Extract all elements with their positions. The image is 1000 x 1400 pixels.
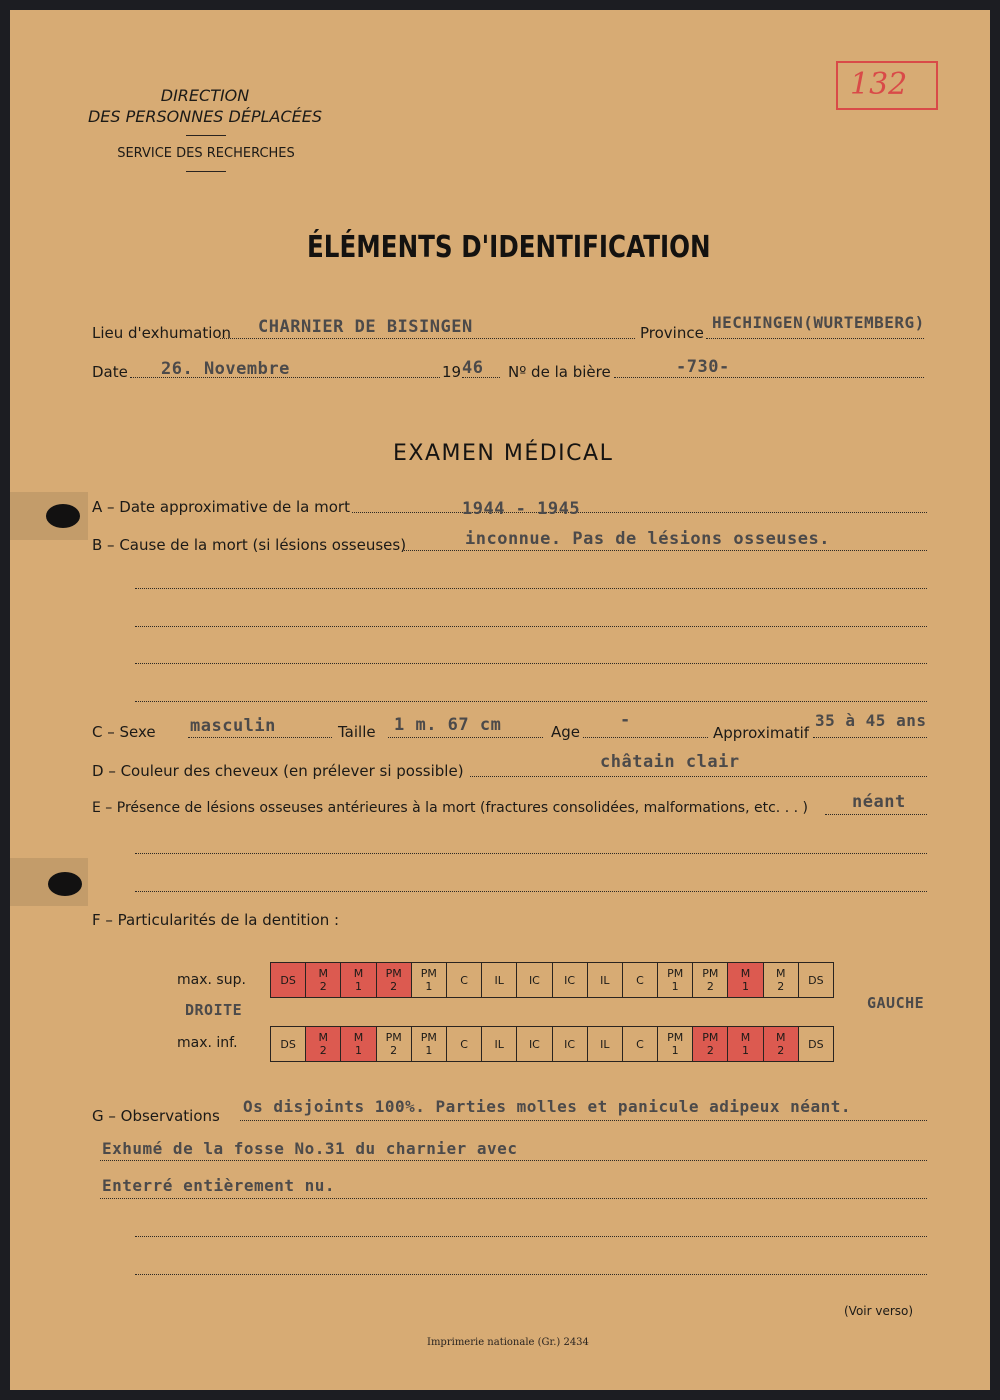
- tooth-number: 1: [742, 980, 750, 993]
- tooth-code: C: [636, 973, 644, 987]
- tooth-code: M: [740, 967, 751, 980]
- blank-dotted-line: [135, 1236, 927, 1237]
- tooth-cell: [306, 963, 341, 998]
- stamp-number: 132: [850, 67, 908, 102]
- tooth-number: 1: [425, 1044, 433, 1057]
- tooth-number: 1: [742, 1044, 750, 1057]
- tooth-code: M: [318, 1031, 329, 1044]
- tooth-number: 1: [425, 980, 433, 993]
- field-a-value: 1944 - 1945: [462, 499, 581, 519]
- tooth-cell: [271, 1027, 306, 1062]
- header-rule-1: [186, 135, 226, 136]
- blank-dotted-line: [135, 663, 927, 664]
- tooth-number: 2: [706, 1044, 714, 1057]
- approx-dotted-line: [813, 737, 927, 738]
- approx-value: 35 à 45 ans: [815, 711, 927, 730]
- field-e-label: E – Présence de lésions osseuses antérieures à la mort (fractures consolidées, malformations, etc. . . ): [92, 800, 808, 816]
- tooth-code: DS: [808, 1037, 824, 1051]
- tooth-code: C: [460, 1037, 468, 1051]
- tooth-cell: [587, 1027, 622, 1062]
- tooth-cell: [517, 963, 552, 998]
- max-sup-label: max. sup.: [177, 972, 246, 988]
- exam-title: EXAMEN MÉDICAL: [393, 441, 614, 466]
- tooth-cell: [728, 963, 763, 998]
- blank-dotted-line: [135, 1274, 927, 1275]
- tooth-code: IL: [494, 1037, 504, 1051]
- observations-dotted-line: [240, 1120, 927, 1121]
- field-d-label: D – Couleur des cheveux (en prélever si possible): [92, 762, 464, 780]
- blank-dotted-line: [135, 891, 927, 892]
- voir-verso: (Voir verso): [844, 1304, 914, 1318]
- file-number-stamp: [836, 61, 938, 110]
- tooth-code: M: [740, 1031, 751, 1044]
- tooth-cell: [341, 963, 376, 998]
- tooth-cell: [376, 963, 411, 998]
- tooth-code: IL: [600, 1037, 610, 1051]
- observations-line-2: Exhumé de la fosse No.31 du charnier avec: [102, 1139, 518, 1158]
- tooth-number: 1: [354, 980, 362, 993]
- tooth-cell: [587, 963, 622, 998]
- province-dotted-line: [706, 338, 924, 339]
- field-a-dotted-line: [352, 512, 927, 513]
- tooth-number: 2: [706, 980, 714, 993]
- age-label: Age: [551, 723, 581, 741]
- max-inf-label: max. inf.: [177, 1035, 238, 1051]
- printer-imprint: Imprimerie nationale (Gr.) 2434: [427, 1337, 589, 1348]
- field-b-dotted-line: [402, 550, 927, 551]
- biere-value: -730-: [676, 357, 730, 377]
- tooth-cell: [728, 1027, 763, 1062]
- tooth-cell: [482, 1027, 517, 1062]
- tooth-code: IL: [600, 973, 610, 987]
- observations-line-3: Enterré entièrement nu.: [102, 1176, 336, 1195]
- tooth-code: M: [775, 967, 786, 980]
- tooth-code: PM: [667, 1031, 684, 1044]
- tooth-cell: [552, 963, 587, 998]
- tooth-cell: [763, 963, 798, 998]
- tooth-number: 2: [319, 1044, 327, 1057]
- field-b-value: inconnue. Pas de lésions osseuses.: [465, 529, 830, 549]
- blank-dotted-line: [135, 588, 927, 589]
- tooth-cell: [552, 1027, 587, 1062]
- tooth-code: C: [460, 973, 468, 987]
- header-direction: DIRECTION: [160, 86, 250, 105]
- tooth-cell: [622, 1027, 657, 1062]
- tooth-number: 2: [390, 980, 398, 993]
- tooth-cell: [411, 1027, 446, 1062]
- taille-dotted-line: [388, 737, 543, 738]
- droite-label: DROITE: [185, 1001, 243, 1019]
- observations-label: G – Observations: [92, 1107, 220, 1125]
- tooth-cell: [798, 963, 833, 998]
- province-label: Province: [640, 324, 704, 342]
- field-e-value: néant: [852, 792, 906, 812]
- tooth-cell: [693, 1027, 728, 1062]
- tooth-code: PM: [385, 967, 402, 980]
- date-label: Date: [92, 363, 128, 381]
- tooth-code: M: [318, 967, 329, 980]
- header-rule-2: [186, 171, 226, 172]
- blank-dotted-line: [135, 701, 927, 702]
- observations-dotted-line: [100, 1160, 927, 1161]
- tooth-number: 2: [390, 1044, 398, 1057]
- tooth-code: IC: [564, 973, 576, 987]
- field-f-label: F – Particularités de la dentition :: [92, 911, 340, 929]
- tooth-code: IC: [564, 1037, 576, 1051]
- tooth-cell: [376, 1027, 411, 1062]
- tooth-cell: [658, 963, 693, 998]
- taille-value: 1 m. 67 cm: [394, 715, 502, 735]
- year-suffix: 46: [462, 358, 484, 378]
- tooth-cell: [517, 1027, 552, 1062]
- tooth-cell: [658, 1027, 693, 1062]
- tooth-code: PM: [385, 1031, 402, 1044]
- field-a-label: A – Date approximative de la mort: [92, 498, 350, 516]
- field-b-label: B – Cause de la mort (si lésions osseuses): [92, 536, 407, 554]
- tooth-code: PM: [667, 967, 684, 980]
- tooth-number: 1: [671, 1044, 679, 1057]
- tooth-cell: [763, 1027, 798, 1062]
- tooth-cell: [446, 1027, 481, 1062]
- tooth-cell: [446, 963, 481, 998]
- header-service: SERVICE DES RECHERCHES: [117, 146, 295, 161]
- field-d-dotted-line: [470, 776, 927, 777]
- punch-hole-icon: [46, 504, 80, 528]
- tooth-cell: [482, 963, 517, 998]
- tooth-number: 2: [777, 1044, 785, 1057]
- tooth-code: IL: [494, 973, 504, 987]
- field-c-label: C – Sexe: [92, 723, 156, 741]
- tooth-cell: [798, 1027, 833, 1062]
- tooth-code: PM: [702, 1031, 719, 1044]
- lieu-dotted-line: [220, 338, 635, 339]
- tooth-cell: [411, 963, 446, 998]
- tooth-code: C: [636, 1037, 644, 1051]
- sexe-value: masculin: [190, 716, 276, 736]
- blank-dotted-line: [135, 853, 927, 854]
- page-title: ÉLÉMENTS D'IDENTIFICATION: [307, 230, 711, 265]
- observations-line-1: Os disjoints 100%. Parties molles et panicule adipeux néant.: [243, 1097, 851, 1116]
- tooth-code: DS: [280, 973, 296, 987]
- date-value: 26. Novembre: [161, 359, 290, 379]
- approx-label: Approximatif: [713, 724, 810, 742]
- tooth-code: IC: [528, 1037, 540, 1051]
- tooth-cell: [341, 1027, 376, 1062]
- header-personnes-deplacees: DES PERSONNES DÉPLACÉES: [87, 107, 323, 126]
- age-dotted-line: [583, 737, 708, 738]
- upper-teeth-chart: [270, 962, 834, 998]
- punch-hole-icon: [48, 872, 82, 896]
- tooth-code: M: [775, 1031, 786, 1044]
- tooth-code: DS: [280, 1037, 296, 1051]
- year-dotted-line: [462, 377, 500, 378]
- tooth-code: DS: [808, 973, 824, 987]
- tooth-code: M: [353, 967, 364, 980]
- sexe-dotted-line: [188, 737, 332, 738]
- observations-dotted-line: [100, 1198, 927, 1199]
- tooth-number: 1: [671, 980, 679, 993]
- tooth-code: PM: [420, 967, 437, 980]
- biere-dotted-line: [614, 377, 924, 378]
- year-prefix: 19: [442, 363, 462, 381]
- tooth-code: PM: [420, 1031, 437, 1044]
- lower-teeth-chart: [270, 1026, 834, 1062]
- tooth-cell: [693, 963, 728, 998]
- tooth-cell: [271, 963, 306, 998]
- taille-label: Taille: [338, 723, 376, 741]
- tooth-number: 2: [319, 980, 327, 993]
- age-value: -: [620, 710, 631, 730]
- tooth-code: IC: [528, 973, 540, 987]
- tooth-cell: [622, 963, 657, 998]
- tooth-cell: [306, 1027, 341, 1062]
- province-value: HECHINGEN(WURTEMBERG): [712, 313, 925, 332]
- lieu-label: Lieu d'exhumation: [92, 324, 232, 342]
- biere-label: Nº de la bière: [508, 363, 611, 381]
- blank-dotted-line: [135, 626, 927, 627]
- tooth-number: 2: [777, 980, 785, 993]
- lieu-value: CHARNIER DE BISINGEN: [258, 317, 473, 337]
- tooth-number: 1: [354, 1044, 362, 1057]
- gauche-label: GAUCHE: [867, 994, 925, 1012]
- tooth-code: M: [353, 1031, 364, 1044]
- tooth-code: PM: [702, 967, 719, 980]
- document-sheet: [10, 10, 990, 1390]
- field-d-value: châtain clair: [600, 752, 740, 772]
- field-e-dotted-line: [825, 814, 927, 815]
